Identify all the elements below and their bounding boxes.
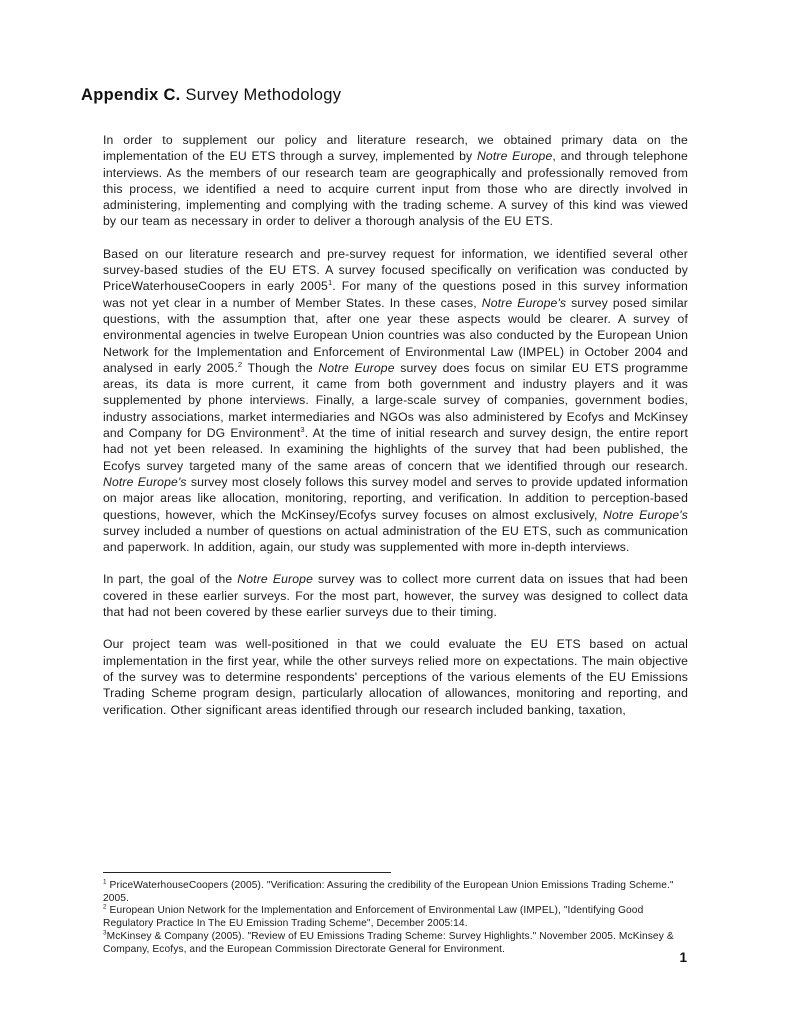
footnote	[103, 880, 688, 905]
footnote-reference: 1	[327, 278, 333, 288]
body-paragraphs	[103, 132, 688, 718]
text-segment: In order to supplement our policy and literature research, we obtained primary data on the implementation of the EU ETS through a survey, implemented by	[103, 133, 688, 164]
text-segment: McKinsey & Company (2005). "Review of EU Emissions Trading Scheme: Survey Highlights." November 2005. McKinsey & Company, Ecofys, and the European Commission Directorate General for Environment.	[103, 930, 674, 955]
footnote-reference: 2	[237, 359, 243, 369]
text-segment: survey does focus on similar EU ETS programme areas, its data is more current, it came from both government and industry players and it was supplemented by phone interviews. Finally, a large-scale survey of companies, government bodies, industry associations, market intermediaries and NGOs was also administered by Ecofys and McKinsey and Company for DG Environment	[103, 360, 689, 441]
footnote-reference: 3	[103, 929, 107, 937]
text-segment: survey included a number of questions on actual administration of the EU ETS, such as communication and paperwork. In addition, again, our study was supplemented with more in-depth interviews.	[103, 523, 688, 555]
text-segment: survey most closely follows this survey model and serves to provide updated information on major areas like allocation, monitoring, reporting, and verification. In addition to perception-based questions, however, which the McKinsey/Ecofys survey focuses on almost exclusively,	[103, 474, 688, 522]
footnote-reference: 1	[103, 878, 107, 886]
text-segment: , and through telephone interviews. As the members of our research team are geographically and professionally removed from this process, we identified a need to acquire current input from those who are directly involved in administering, implementing and complying with the trading scheme. A survey of this kind was viewed by our team as necessary in order to deliver a thorough analysis of the EU ETS.	[103, 149, 688, 229]
appendix-label: Appendix C.	[81, 86, 181, 104]
text-segment: Notre Europe	[476, 149, 553, 164]
text-segment: Based on our literature research and pre-survey request for information, we identified several other survey-based studies of the EU ETS. A survey focused specifically on verification was conducted by PriceWaterhouseCoopers in early 2005	[103, 246, 688, 294]
appendix-title-text: Survey Methodology	[180, 86, 342, 104]
text-segment: survey was to collect more current data on issues that had been covered in these earlier surveys. For the most part, however, the survey was designed to collect data that had not been covered by these earlier surveys due to their timing.	[103, 572, 688, 620]
footnote-reference: 2	[103, 904, 107, 912]
page-content	[81, 86, 689, 718]
paragraph	[103, 246, 688, 556]
footnote-area	[103, 872, 688, 956]
footnote	[103, 931, 688, 956]
text-segment: Though the	[242, 360, 319, 375]
text-segment: . For many of the questions posed in this survey information was not yet clear in a number of Member States. In these cases,	[103, 279, 688, 310]
paragraph	[103, 132, 688, 230]
paragraph	[103, 636, 688, 717]
page-number: 1	[679, 950, 687, 965]
text-segment: survey posed similar questions, with the assumption that, after one year these aspects would be clearer. A survey of environmental agencies in twelve European Union countries was also conducted by the European Union Network for the Implementation and Enforcement of Environmental Law (IMPEL) in October 2004 and analysed in early 2005.	[103, 295, 688, 375]
footnote-divider	[103, 872, 391, 873]
text-segment: Our project team was well-positioned in that we could evaluate the EU ETS based on actual implementation in the first year, while the other surveys relied more on expectations. The main objective of the survey was to determine respondents' perceptions of the various elements of the EU Emissions Trading Scheme program design, particularly allocation of allowances, monitoring and reporting, and verification. Other significant areas identified through our research included banking, taxation,	[103, 637, 688, 717]
footnote-reference: 3	[300, 424, 305, 434]
text-segment: Notre Europe's	[481, 295, 567, 310]
text-segment: Notre Europe	[318, 360, 395, 375]
text-segment: In part, the goal of the	[103, 572, 238, 587]
footnote	[103, 905, 688, 930]
text-segment: PriceWaterhouseCoopers (2005). "Verification: Assuring the credibility of the European Union Emissions Trading Scheme." 2005.	[103, 880, 674, 904]
footnotes	[103, 880, 688, 956]
text-segment: . At the time of initial research and survey design, the entire report had not yet been released. In examining the highlights of the survey that had been published, the Ecofys survey targeted many of the same areas of concern that we identified through our research.	[103, 426, 688, 473]
page-title	[81, 86, 688, 105]
text-segment: Notre Europe's	[603, 507, 688, 522]
text-segment: Notre Europe	[237, 572, 314, 587]
text-segment: European Union Network for the Implementation and Enforcement of Environmental Law (IMPEL), "Identifying Good Regulatory Practice In The EU Emission Trading Scheme", December 2005:14.	[103, 905, 644, 930]
text-segment: Notre Europe's	[103, 474, 187, 489]
paragraph	[103, 571, 688, 620]
